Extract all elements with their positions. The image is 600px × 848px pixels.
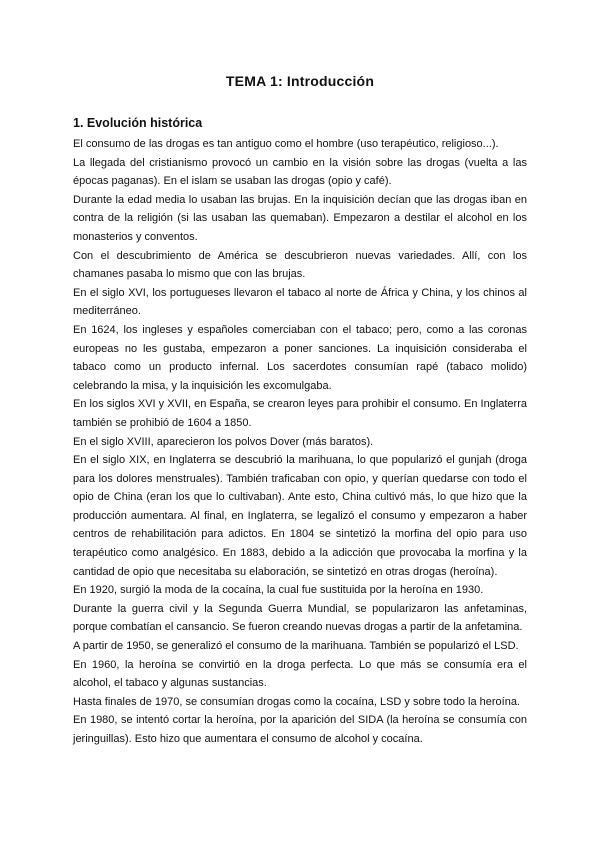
paragraph: En el siglo XVI, los portugueses llevaron el tabaco al norte de África y China, y los chinos al mediterráneo. bbox=[73, 286, 527, 318]
page-title: TEMA 1: Introducción bbox=[225, 73, 375, 89]
paragraph: La llegada del cristianismo provocó un cambio en la visión sobre las drogas (vuelta a las épocas paganas). En el islam se usaban las drogas (opio y café). bbox=[73, 156, 527, 188]
paragraph: Durante la guerra civil y la Segunda Guerra Mundial, se popularizaron las anfetaminas, porque combatían el cansancio. Se fueron creando nuevas drogas a partir de la anfetamina. bbox=[73, 602, 527, 634]
section-heading: 1. Evolución histórica bbox=[73, 116, 203, 130]
paragraph: En el siglo XVIII, aparecieron los polvos Dover (más baratos). bbox=[73, 435, 374, 448]
paragraph: En los siglos XVI y XVII, en España, se crearon leyes para prohibir el consumo. En Inglaterra también se prohibió de 1604 a 1850. bbox=[73, 398, 527, 429]
paragraph: En 1624, los ingleses y españoles comerciaban con el tabaco; pero, como a las coronas europeas no les gustaba, empezaron a poner sanciones. La inquisición consideraba el tabaco como un producto infernal. Los sacerdotes consumían rapé (tabaco molido) celebrando la misa, y la inquisición les excomulgaba. bbox=[73, 323, 527, 392]
paragraph: En 1980, se intentó cortar la heroína, por la aparición del SIDA (la heroína se consumía con jeringuillas). Esto hizo que aumentara el consumo de alcohol y cocaína. bbox=[73, 714, 527, 745]
paragraph: En 1920, surgió la moda de la cocaína, la cual fue sustituida por la heroína en 1930. bbox=[73, 584, 484, 597]
paragraph: El consumo de las drogas es tan antiguo como el hombre (uso terapéutico, religioso...). bbox=[73, 138, 499, 150]
paragraph: Con el descubrimiento de América se descubrieron nuevas variedades. Allí, con los chamanes pasaba lo mismo que con las brujas. bbox=[73, 249, 527, 281]
paragraph: En 1960, la heroína se convirtió en la droga perfecta. Lo que más se consumía era el alcohol, el tabaco y algunas sustancias. bbox=[73, 658, 527, 690]
paragraph: En el siglo XIX, en Inglaterra se descubrió la marihuana, lo que popularizó el gunjah (droga para los dolores menstruales). También traficaban con opio, y querían quedarse con todo el opio de China (eran los que lo cultivaban). Ante esto, China cultivó más, lo que hizo que la producción aumentara. Al final, en Inglaterra, se legalizó el consumo y empezaron a haber centros de rehabilitación para adictos. En 1804 se sintetizó la morfina del opio para uso terapéutico como analgésico. En 1883, debido a la adicción que provocaba la morfina y la cantidad de opio que necesitaba su elaboración, se sintetizó en otras drogas (heroína). bbox=[73, 454, 527, 578]
paragraph: Hasta finales de 1970, se consumían drogas como la cocaína, LSD y sobre todo la heroína. bbox=[73, 695, 520, 708]
document-body bbox=[73, 135, 527, 749]
paragraph: A partir de 1950, se generalizó el consumo de la marihuana. También se popularizó el LSD. bbox=[73, 640, 519, 653]
paragraph: Durante la edad media lo usaban las brujas. En la inquisición decían que las drogas iban en contra de la religión (si las usaban las quemaban). Empezaron a destilar el alcohol en los monasterios y conventos. bbox=[73, 193, 527, 243]
